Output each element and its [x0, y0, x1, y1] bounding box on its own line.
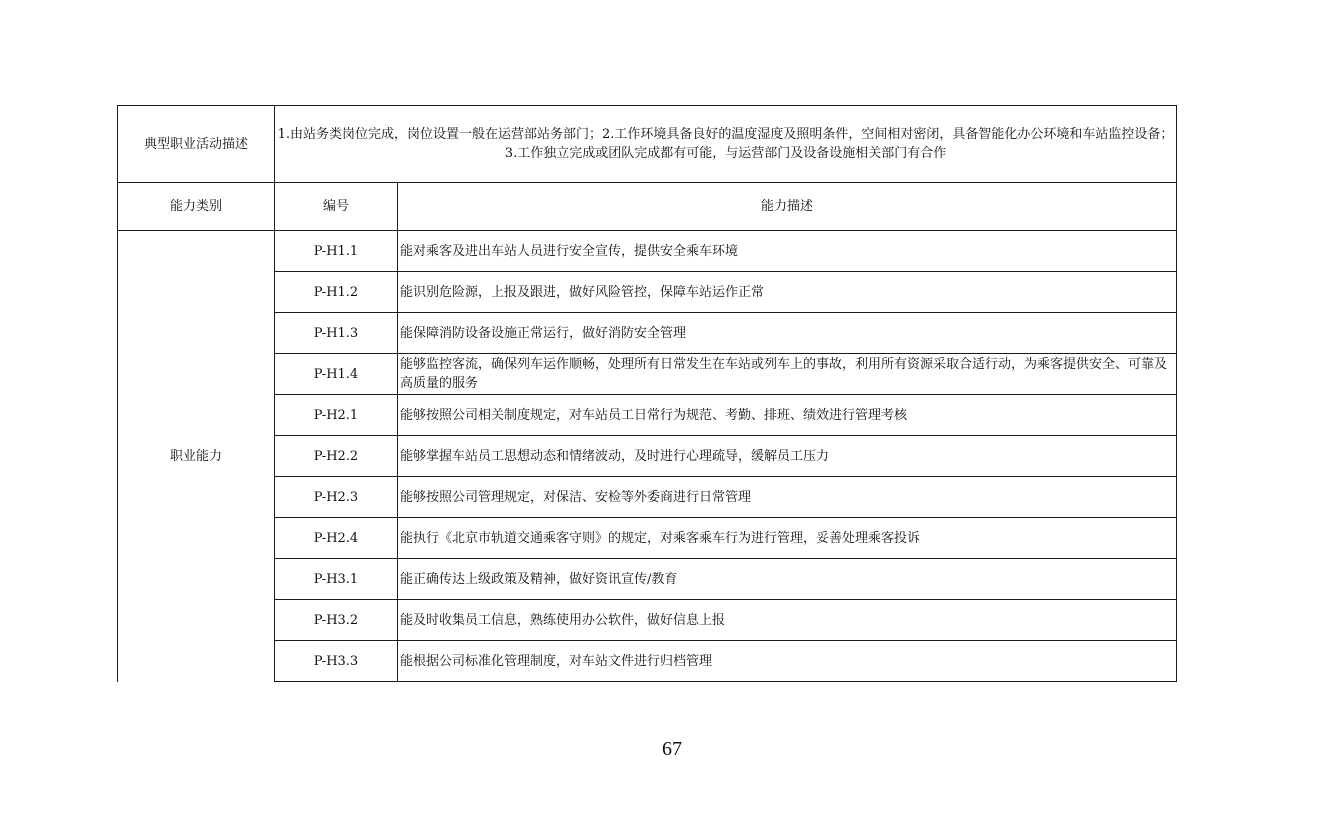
row-code: P-H1.1: [275, 231, 398, 272]
row-code: P-H3.2: [275, 600, 398, 641]
table-row: [118, 272, 1177, 313]
row-description: 能识别危险源，上报及跟进，做好风险管控，保障车站运作正常: [398, 272, 1177, 313]
table-row: [118, 641, 1177, 682]
row-code: P-H3.3: [275, 641, 398, 682]
row-code: P-H2.1: [275, 395, 398, 436]
row-code: P-H2.3: [275, 477, 398, 518]
table-row: [118, 600, 1177, 641]
row-description: 能对乘客及进出车站人员进行安全宣传，提供安全乘车环境: [398, 231, 1177, 272]
row-code: P-H1.2: [275, 272, 398, 313]
table-row: [118, 395, 1177, 436]
row-code: P-H3.1: [275, 559, 398, 600]
category-cell: 职业能力: [118, 231, 275, 682]
row-code: P-H1.3: [275, 313, 398, 354]
row-code: P-H2.2: [275, 436, 398, 477]
table-row: [118, 354, 1177, 395]
table-row: [118, 313, 1177, 354]
row-code: P-H1.4: [275, 354, 398, 395]
row-description: 能执行《北京市轨道交通乘客守则》的规定，对乘客乘车行为进行管理，妥善处理乘客投诉: [398, 518, 1177, 559]
table-row: [118, 559, 1177, 600]
page-number: 67: [662, 738, 682, 760]
row-description: 能及时收集员工信息，熟练使用办公软件，做好信息上报: [398, 600, 1177, 641]
header-code: 编号: [275, 183, 398, 231]
row-description: 能根据公司标准化管理制度，对车站文件进行归档管理: [398, 641, 1177, 682]
row-description: 能够掌握车站员工思想动态和情绪波动，及时进行心理疏导，缓解员工压力: [398, 436, 1177, 477]
activity-description: 1.由站务类岗位完成，岗位设置一般在运营部站务部门；2.工作环境具备良好的温度湿度及照明条件，空间相对密闭，具备智能化办公环境和车站监控设备；3.工作独立完成或团队完成都有可能，与运营部门及设备设施相关部门有合作: [275, 106, 1177, 183]
activity-label: 典型职业活动描述: [118, 106, 275, 183]
competency-table: [117, 105, 1177, 682]
row-description: 能够监控客流，确保列车运作顺畅，处理所有日常发生在车站或列车上的事故，利用所有资源采取合适行动，为乘客提供安全、可靠及高质量的服务: [398, 354, 1177, 395]
header-row: [118, 183, 1177, 231]
header-category: 能力类别: [118, 183, 275, 231]
row-description: 能够按照公司相关制度规定，对车站员工日常行为规范、考勤、排班、绩效进行管理考核: [398, 395, 1177, 436]
table-row: [118, 518, 1177, 559]
row-description: 能保障消防设备设施正常运行，做好消防安全管理: [398, 313, 1177, 354]
row-code: P-H2.4: [275, 518, 398, 559]
row-description: 能够按照公司管理规定，对保洁、安检等外委商进行日常管理: [398, 477, 1177, 518]
table-row: [118, 436, 1177, 477]
row-description: 能正确传达上级政策及精神，做好资讯宣传/教育: [398, 559, 1177, 600]
activity-row: [118, 106, 1177, 183]
table-row: [118, 477, 1177, 518]
table-row: [118, 231, 1177, 272]
header-description: 能力描述: [398, 183, 1177, 231]
